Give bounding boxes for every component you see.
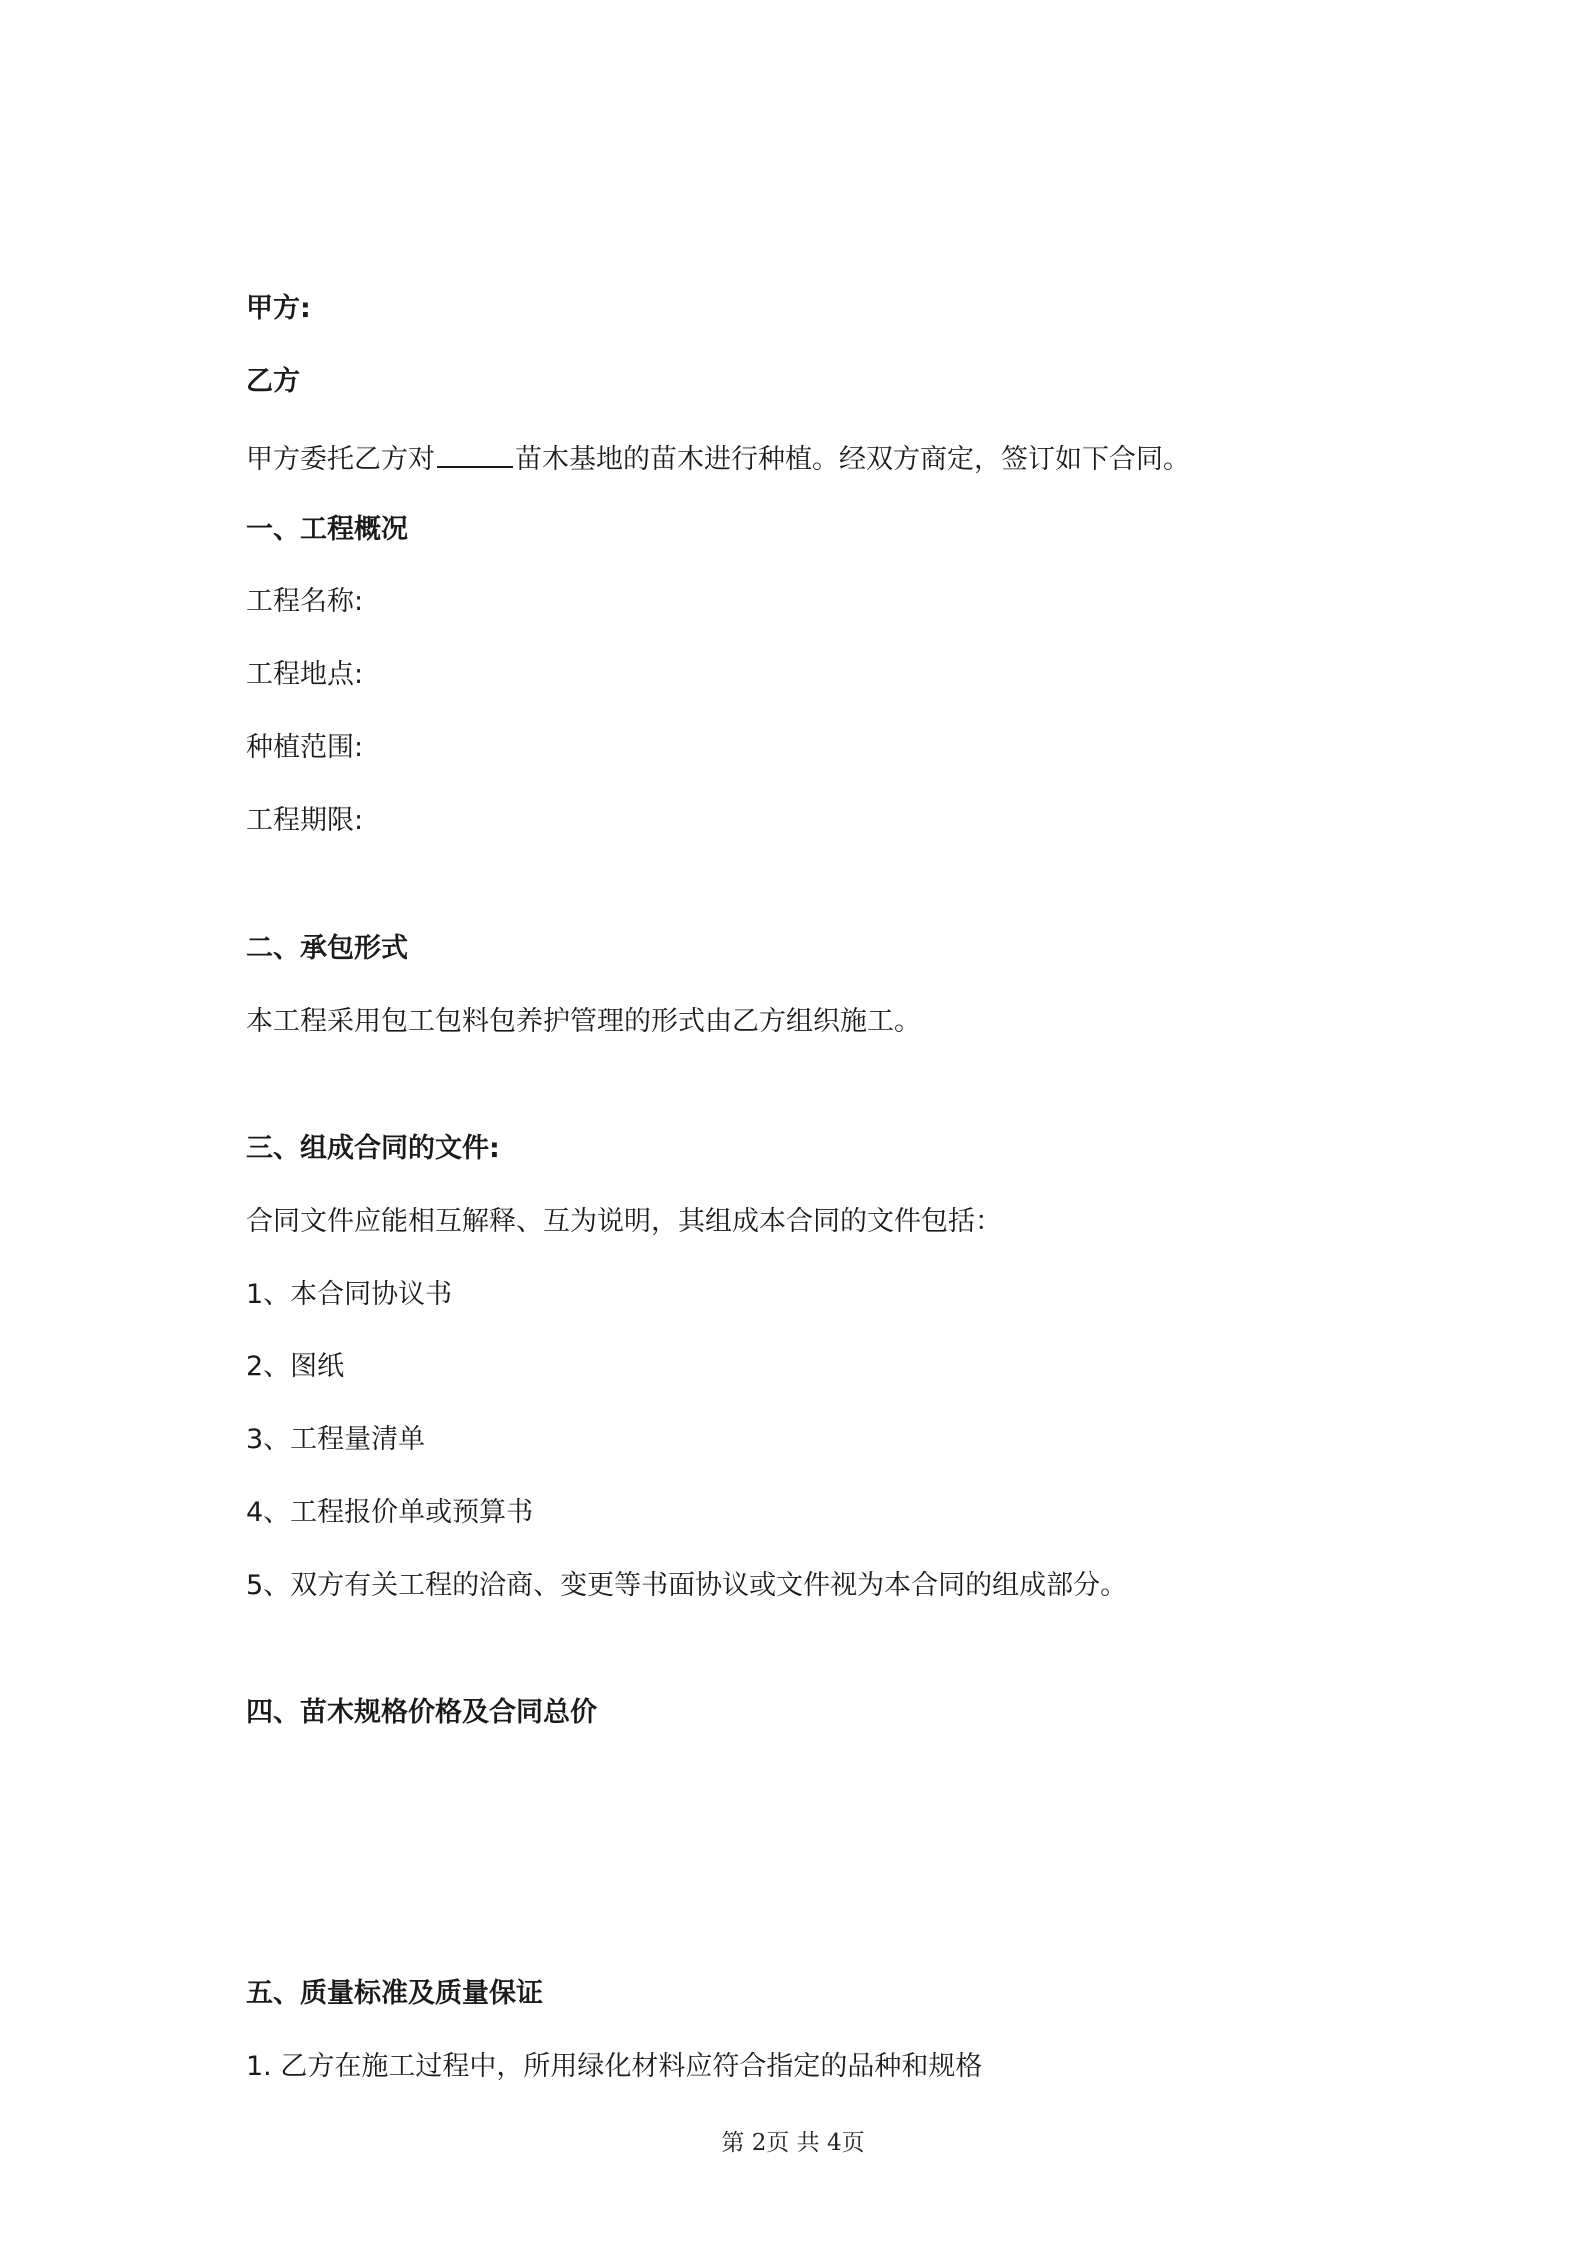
planting-scope-label: 种植范围: <box>246 732 364 763</box>
section-5-title: 五、质量标准及质量保证 <box>246 1978 543 2009</box>
intro-text-start: 甲方委托乙方对 <box>246 444 435 475</box>
list-item: 2、图纸 <box>246 1351 345 1382</box>
list-item: 1、本合同协议书 <box>246 1279 453 1310</box>
section-5-item-1: 1. 乙方在施工过程中，所用绿化材料应符合指定的品种和规格 <box>246 2051 983 2082</box>
list-item: 4、工程报价单或预算书 <box>246 1497 534 1528</box>
section-2-text: 本工程采用包工包料包养护管理的形式由乙方组织施工。 <box>246 1006 921 1037</box>
section-3-title: 三、组成合同的文件: <box>246 1133 500 1164</box>
blank-field <box>437 440 513 468</box>
page-number: 第 2页 共 4页 <box>721 2130 865 2156</box>
list-item: 5、双方有关工程的洽商、变更等书面协议或文件视为本合同的组成部分。 <box>246 1570 1128 1601</box>
section-4-title: 四、苗木规格价格及合同总价 <box>246 1697 597 1728</box>
section-1-title: 一、工程概况 <box>246 514 408 545</box>
project-location-label: 工程地点: <box>246 659 364 690</box>
project-name-label: 工程名称: <box>246 586 364 617</box>
section-2-title: 二、承包形式 <box>246 933 408 964</box>
party-b-label: 乙方 <box>246 366 300 397</box>
intro-text-end: 苗木基地的苗木进行种植。经双方商定，签订如下合同。 <box>515 444 1190 475</box>
project-duration-label: 工程期限: <box>246 805 364 836</box>
list-item: 3、工程量清单 <box>246 1424 426 1455</box>
intro-paragraph <box>246 440 1190 477</box>
party-a-label: 甲方: <box>246 293 311 324</box>
section-3-intro: 合同文件应能相互解释、互为说明，其组成本合同的文件包括： <box>246 1206 1002 1237</box>
